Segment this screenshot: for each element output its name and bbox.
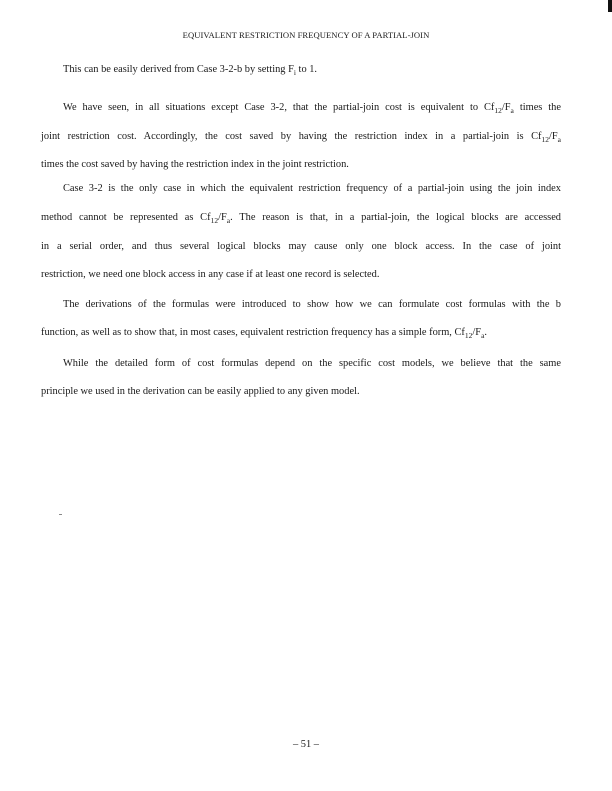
subscript: a — [226, 216, 231, 225]
paragraph-line: in a serial order, and thus several logical blocks may cause only one block access. In the case of joint — [41, 241, 561, 252]
text-span: function, as well as to show that, in most cases, equivalent restriction frequency has a simple form, Cf — [41, 327, 465, 338]
paragraph-line: principle we used in the derivation can be easily applied to any given model. — [41, 386, 360, 397]
paragraph-line — [41, 130, 561, 144]
subscript: a — [481, 331, 485, 340]
text-span: joint restriction cost. Accordingly, the cost saved by having the restriction index in a partial-join is Cf — [41, 131, 542, 142]
text-span: /F — [501, 102, 511, 113]
subscript: 12 — [494, 106, 502, 115]
paragraph-1 — [63, 63, 603, 77]
text-span: This can be easily derived from Case 3-2-b by setting F — [63, 64, 294, 75]
text-span: /F — [472, 327, 482, 338]
running-header: EQUIVALENT RESTRICTION FREQUENCY OF A PARTIAL-JOIN — [182, 30, 430, 40]
page-number: – 51 – — [293, 739, 319, 750]
text-span: We have seen, in all situations except Case 3-2, that the partial-join cost is equivalent to Cf — [63, 102, 495, 113]
subscript: 12 — [464, 331, 473, 340]
scan-mark — [608, 0, 612, 12]
paragraph-line: The derivations of the formulas were introduced to show how we can formulate cost formulas with the b — [63, 299, 561, 310]
paragraph-line — [63, 101, 561, 115]
text-span: to 1. — [295, 64, 318, 75]
paragraph-line: times the cost saved by having the restriction index in the joint restriction. — [41, 159, 349, 170]
paragraph-line — [41, 211, 561, 225]
scan-speck — [59, 514, 62, 515]
subscript: a — [510, 106, 514, 115]
subscript: 12 — [210, 216, 219, 225]
subscript: i — [293, 68, 296, 77]
subscript: 12 — [541, 135, 549, 144]
text-span: method cannot be represented as Cf — [41, 212, 211, 223]
text-span: /F — [218, 212, 227, 223]
text-span: . The reason is that, in a partial-join, the logical blocks are accessed — [230, 212, 561, 223]
subscript: a — [557, 135, 561, 144]
text-span: . — [484, 327, 488, 338]
paragraph-line — [41, 326, 581, 340]
paragraph-line: restriction, we need one block access in any case if at least one record is selected. — [41, 269, 380, 280]
paragraph-line: While the detailed form of cost formulas depend on the specific cost models, we believe that the same — [63, 358, 561, 369]
text-span: /F — [548, 131, 558, 142]
text-span: times the — [513, 102, 561, 113]
paragraph-line: Case 3-2 is the only case in which the equivalent restriction frequency of a partial-join using the join index — [63, 183, 561, 194]
